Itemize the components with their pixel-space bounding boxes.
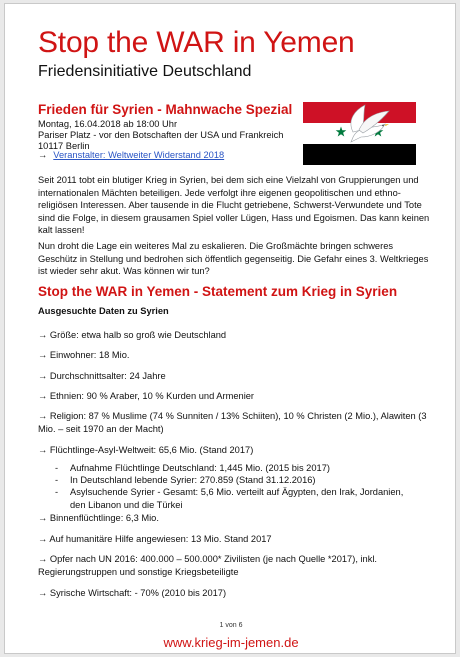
section-subheading: Ausgesuchte Daten zu Syrien <box>38 306 169 316</box>
document-page <box>4 3 456 654</box>
fact-item: → Auf humanitäre Hilfe angewiesen: 13 Mio. Stand 2017 <box>38 534 272 544</box>
fact-item: → Flüchtlinge-Asyl-Weltweit: 65,6 Mio. (Stand 2017) <box>38 445 254 455</box>
list-item: - Aufnahme Flüchtlinge Deutschland: 1,445 Mio. (2015 bis 2017) <box>59 462 419 474</box>
arrow-icon: → <box>38 150 48 160</box>
intro-paragraph: Seit 2011 tobt ein blutiger Krieg in Syrien, bei dem sich eine Vielzahl von Gruppierungen und internationalen Mächten beteiligen. Jede verfolgt ihre eigenen geopolitischen und ethno-religiösen Interessen. Aber tausende in die Flucht getriebene, Schwerst-Verwundete und Tote sind die Folge, in diesem grausamen Spiel voller Lügen, Hass und Egoismen. Das kann keinen kalt lassen! <box>38 175 430 236</box>
list-item: - In Deutschland lebende Syrier: 270.859 (Stand 31.12.2016) <box>59 474 419 486</box>
fact-item: → Syrische Wirtschaft: - 70% (2010 bis 2017) <box>38 588 227 598</box>
fact-item: → Ethnien: 90 % Araber, 10 % Kurden und Armenier <box>38 391 255 401</box>
fact-item: → Größe: etwa halb so groß wie Deutschland <box>38 330 227 340</box>
fact-item: → Einwohner: 18 Mio. <box>38 350 130 360</box>
escalation-paragraph: Nun droht die Lage ein weiteres Mal zu eskalieren. Die Großmächte bringen schweres Geschütz in Stellung und bedrohen sich öffentlich gegenseitig. Die Gefahr eines 3. Weltkrieges ist wieder sehr akut. Was können wir tun? <box>38 241 429 277</box>
event-organizer <box>38 150 224 160</box>
event-place: Pariser Platz - vor den Botschaften der USA und Frankreich <box>38 130 284 140</box>
syria-flag-dove-image <box>303 102 416 165</box>
list-item: - Asylsuchende Syrier - Gesamt: 5,6 Mio. verteilt auf Ägypten, den Irak, Jordanien, den Libanon und die Türkei <box>59 486 419 510</box>
page-subtitle: Friedensinitiative Deutschland <box>38 63 252 80</box>
fact-item: → Durchschnittsalter: 24 Jahre <box>38 371 166 381</box>
event-city: 10117 Berlin <box>38 141 90 151</box>
section-heading: Stop the WAR in Yemen - Statement zum Krieg in Syrien <box>38 284 398 299</box>
page-title: Stop the WAR in Yemen <box>38 26 355 59</box>
organizer-link[interactable]: Veranstalter: Weltweiter Widerstand 2018 <box>53 150 225 160</box>
flag-black-stripe <box>303 144 416 165</box>
refugee-detail-list <box>59 462 419 511</box>
fact-item: → Binnenflüchtlinge: 6,3 Mio. <box>38 513 159 523</box>
page-number: 1 von 6 <box>219 622 243 629</box>
fact-item: → Religion: 87 % Muslime (74 % Sunniten / 13% Schiiten), 10 % Christen (2 Mio.), Alawiten (3 Mio. – seit 1970 an der Macht) <box>38 411 427 434</box>
event-title: Frieden für Syrien - Mahnwache Spezial <box>38 102 293 117</box>
fact-item: → Opfer nach UN 2016: 400.000 – 500.000* Zivilisten (je nach Quelle *2017), inkl. Regierungstruppen und sonstige Kriegsbeteiligte <box>38 554 378 577</box>
footer-url[interactable]: www.krieg-im-jemen.de <box>163 635 299 650</box>
event-date: Montag, 16.04.2018 ab 18:00 Uhr <box>38 119 178 129</box>
